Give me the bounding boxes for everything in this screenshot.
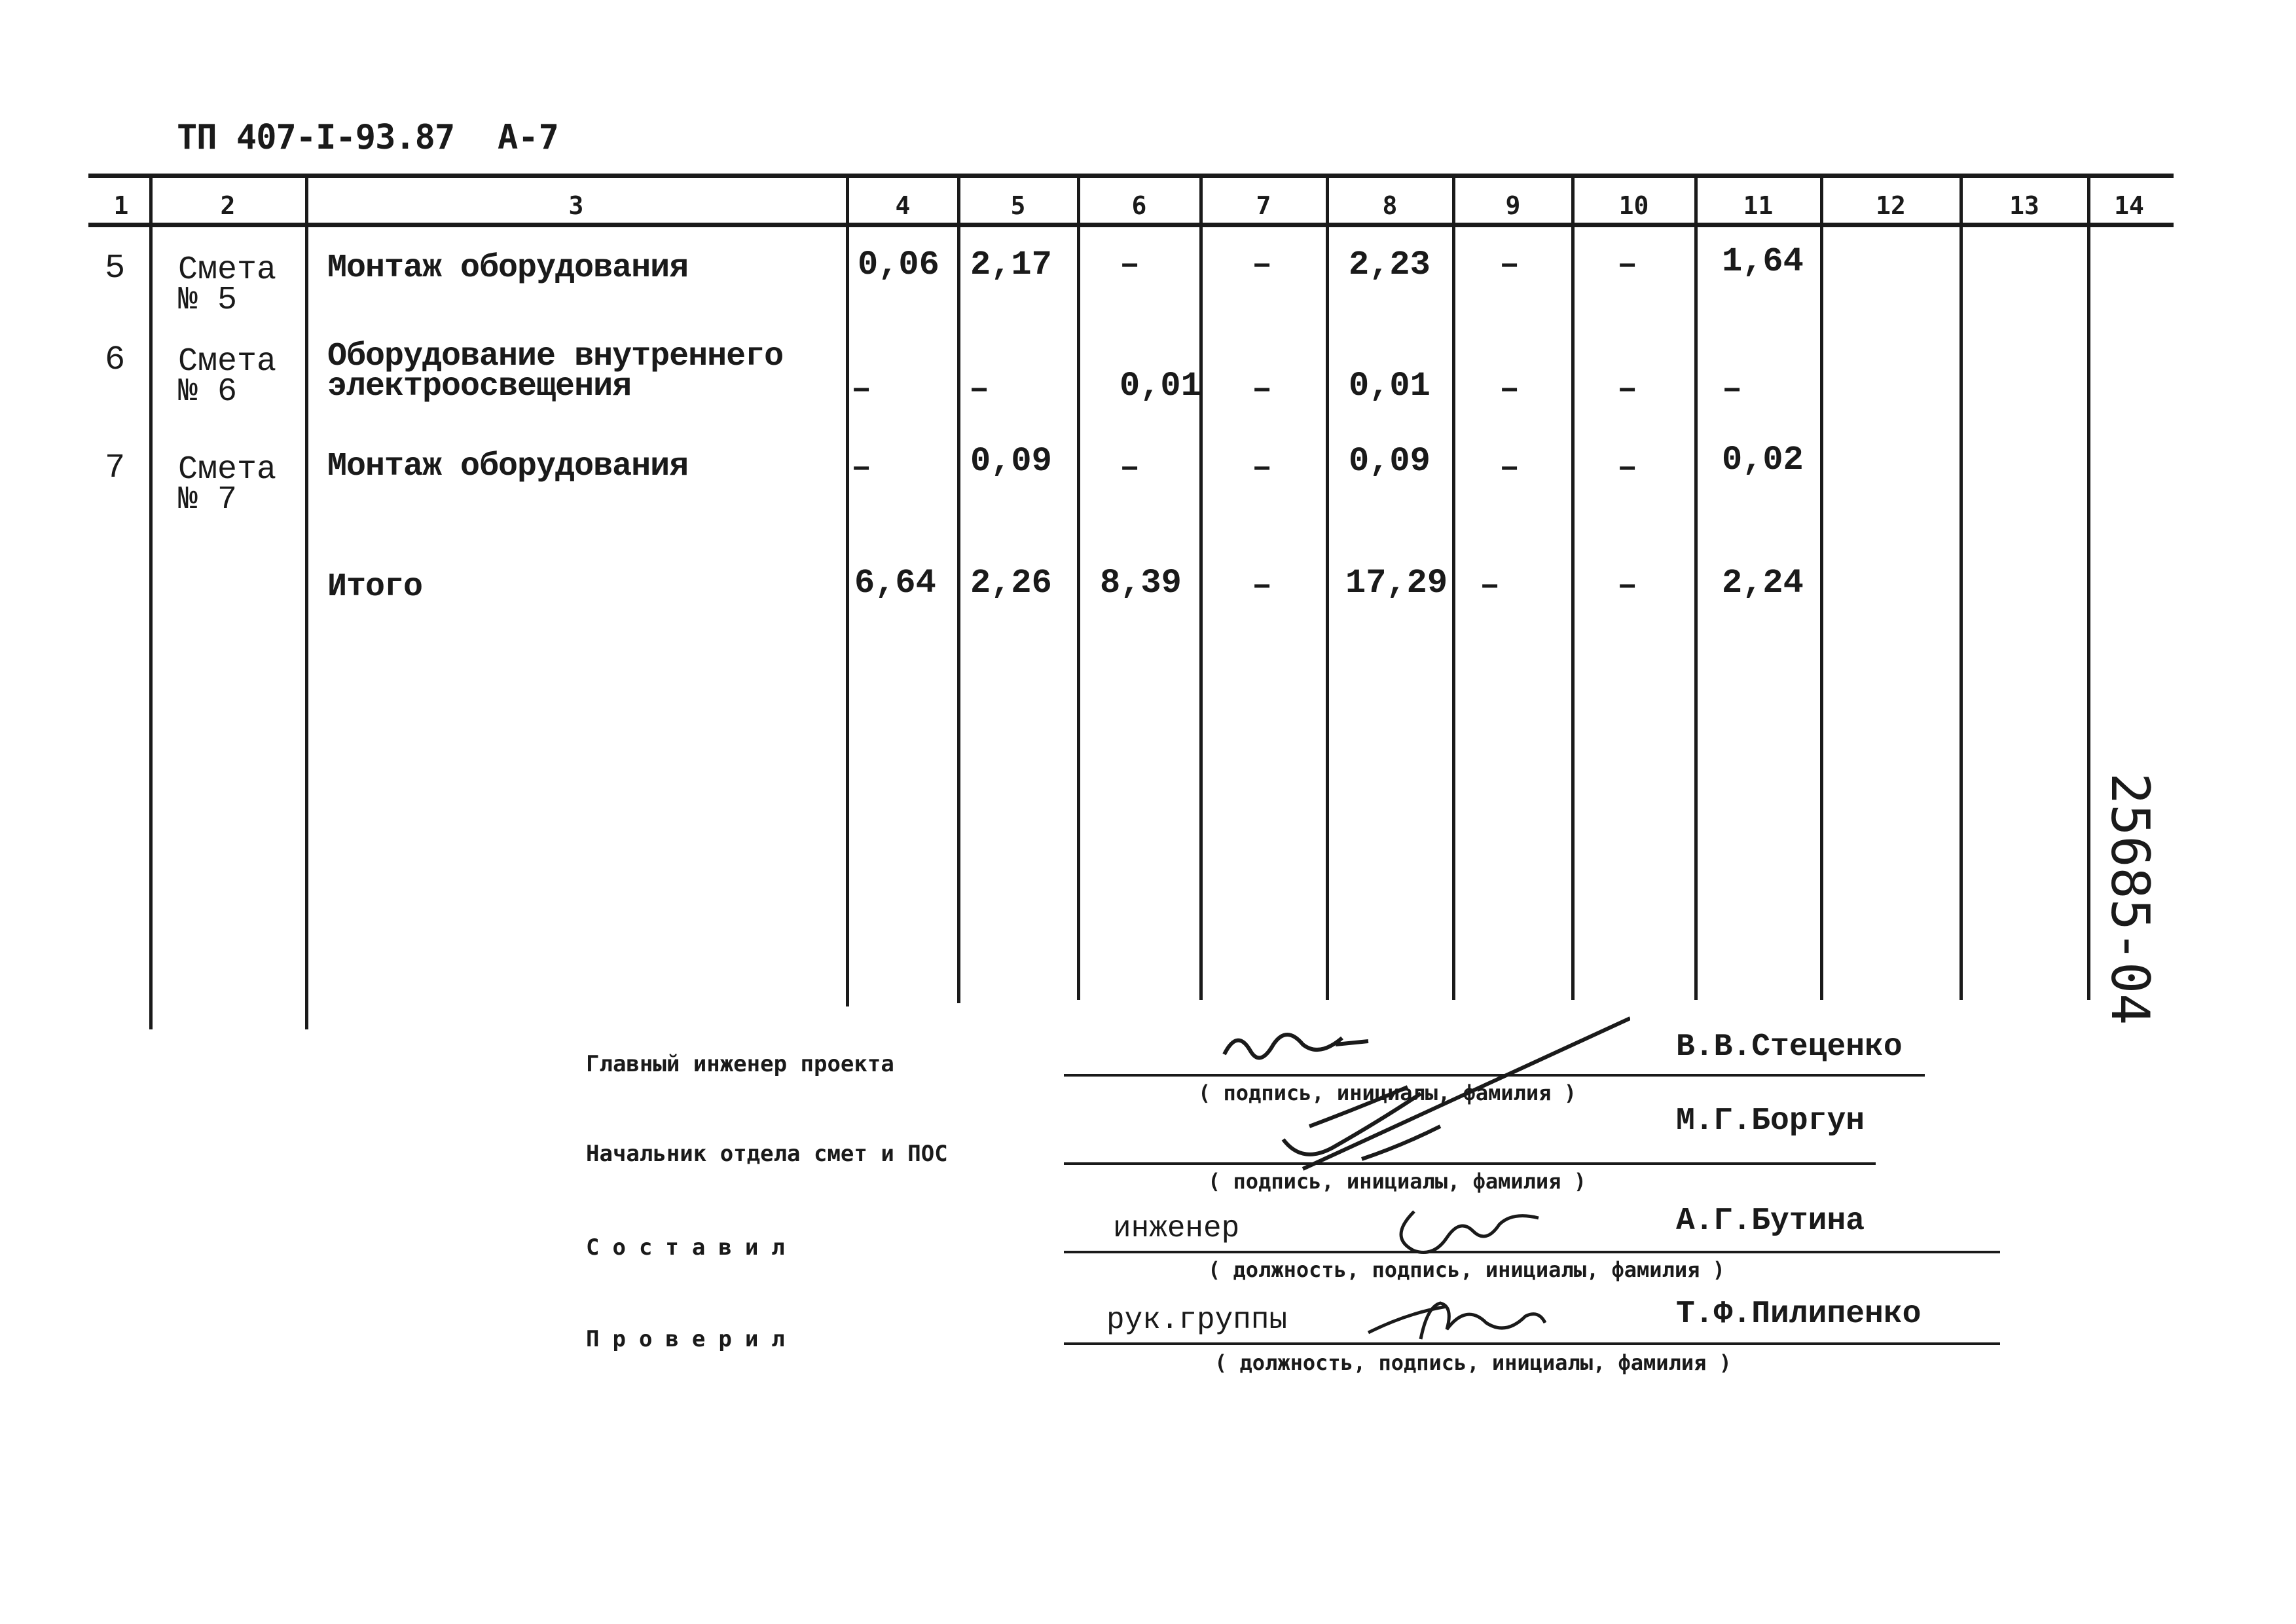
col6-value: 8,39: [1100, 564, 1182, 602]
item-name: Оборудование внутреннего электроосвещения: [327, 338, 784, 405]
col9-value: –: [1499, 246, 1520, 284]
col10-value: –: [1617, 566, 1638, 605]
col-line: [1694, 178, 1698, 1000]
total-label: Итого: [327, 568, 423, 606]
handwritten-signature: [1270, 1061, 1532, 1172]
col7-value: –: [1252, 566, 1273, 605]
row-number: 5: [105, 249, 126, 287]
col4-value: 0,06: [858, 246, 939, 284]
column-header: 1: [113, 191, 129, 220]
row-number: 7: [105, 449, 126, 487]
col11-value: 2,24: [1722, 564, 1804, 602]
signer-name: Т.Ф.Пилипенко: [1676, 1297, 1922, 1332]
col9-value: –: [1499, 449, 1520, 487]
signature-line: [1064, 1342, 2000, 1345]
col-line: [149, 178, 153, 1029]
estimate-ref: Смета № 6: [178, 343, 277, 411]
col-line: [305, 178, 308, 1029]
column-header: 11: [1743, 191, 1774, 220]
col10-value: –: [1617, 370, 1638, 409]
col7-value: –: [1252, 370, 1273, 409]
col-line: [1326, 178, 1329, 1000]
col8-value: 0,01: [1349, 367, 1430, 405]
column-header: 9: [1505, 191, 1521, 220]
col-line: [1199, 178, 1203, 1000]
col10-value: –: [1617, 246, 1638, 284]
item-name: Монтаж оборудования: [327, 448, 689, 485]
col6-value: –: [1120, 246, 1140, 284]
signer-name: М.Г.Боргун: [1676, 1103, 1865, 1139]
column-header: 12: [1876, 191, 1906, 220]
column-header: 8: [1382, 191, 1398, 220]
col9-value: –: [1499, 370, 1520, 409]
signature-role: Главный инженер проекта: [586, 1051, 894, 1077]
col11-value: 1,64: [1722, 242, 1804, 281]
signature-caption: ( подпись, инициалы, фамилия ): [1198, 1080, 1576, 1105]
col4-value: –: [851, 370, 872, 409]
col8-value: 0,09: [1349, 442, 1430, 481]
col-line: [957, 178, 960, 1003]
signer-name: А.Г.Бутина: [1676, 1204, 1865, 1239]
col5-value: 0,09: [970, 442, 1052, 481]
col5-value: –: [969, 370, 990, 409]
table-top-rule: [88, 174, 2174, 178]
col11-value: 0,02: [1722, 441, 1804, 479]
column-header: 10: [1618, 191, 1649, 220]
col5-value: 2,26: [970, 564, 1052, 602]
signature-line: [1064, 1162, 1876, 1165]
sheet-number: А-7: [498, 118, 559, 157]
handwritten-signature: [1362, 1293, 1571, 1346]
column-header: 5: [1010, 191, 1026, 220]
col8-value: 17,29: [1345, 564, 1448, 602]
col4-value: –: [851, 449, 872, 487]
signature-caption: ( должность, подпись, инициалы, фамилия ): [1214, 1350, 1732, 1375]
archive-number: 25685-04: [2100, 773, 2160, 1025]
column-header: 7: [1256, 191, 1271, 220]
col-line: [1077, 178, 1080, 1000]
signer-name: В.В.Стеценко: [1676, 1029, 1903, 1065]
signer-position: инженер: [1113, 1211, 1240, 1246]
column-header: 4: [895, 191, 911, 220]
col-line: [846, 178, 849, 1006]
col-line: [1959, 178, 1963, 1000]
col-line: [1571, 178, 1575, 1000]
signature-role: Составил: [586, 1234, 798, 1261]
signer-position: рук.группы: [1106, 1303, 1288, 1337]
col4-value: 6,64: [854, 564, 936, 602]
column-header: 14: [2114, 191, 2144, 220]
estimate-ref: Смета № 7: [178, 451, 277, 519]
signature-caption: ( подпись, инициалы, фамилия ): [1208, 1169, 1586, 1194]
column-header: 2: [220, 191, 236, 220]
row-number: 6: [105, 341, 126, 379]
document-code: ТП 407-I-93.87: [177, 118, 455, 157]
col9-value: –: [1480, 566, 1501, 605]
signature-role: Проверил: [586, 1326, 798, 1352]
col10-value: –: [1617, 449, 1638, 487]
col7-value: –: [1252, 449, 1273, 487]
signature-line: [1064, 1251, 2000, 1253]
col6-value: 0,01: [1120, 367, 1201, 405]
col-line: [1452, 178, 1455, 1000]
estimate-ref: Смета № 5: [178, 251, 277, 319]
col-line: [2087, 178, 2090, 1000]
col7-value: –: [1252, 246, 1273, 284]
handwritten-signature: [1388, 1198, 1558, 1257]
signature-caption: ( должность, подпись, инициалы, фамилия ): [1208, 1257, 1725, 1282]
col6-value: –: [1120, 449, 1140, 487]
column-header: 6: [1131, 191, 1147, 220]
column-header: 13: [2009, 191, 2039, 220]
col-line: [1820, 178, 1823, 1000]
column-header: 3: [568, 191, 584, 220]
col8-value: 2,23: [1349, 246, 1430, 284]
col11-value: –: [1722, 370, 1743, 409]
item-name: Монтаж оборудования: [327, 249, 689, 287]
col5-value: 2,17: [970, 246, 1052, 284]
signature-role: Начальник отдела смет и ПОС: [586, 1141, 948, 1167]
table-header-rule: [88, 223, 2174, 227]
